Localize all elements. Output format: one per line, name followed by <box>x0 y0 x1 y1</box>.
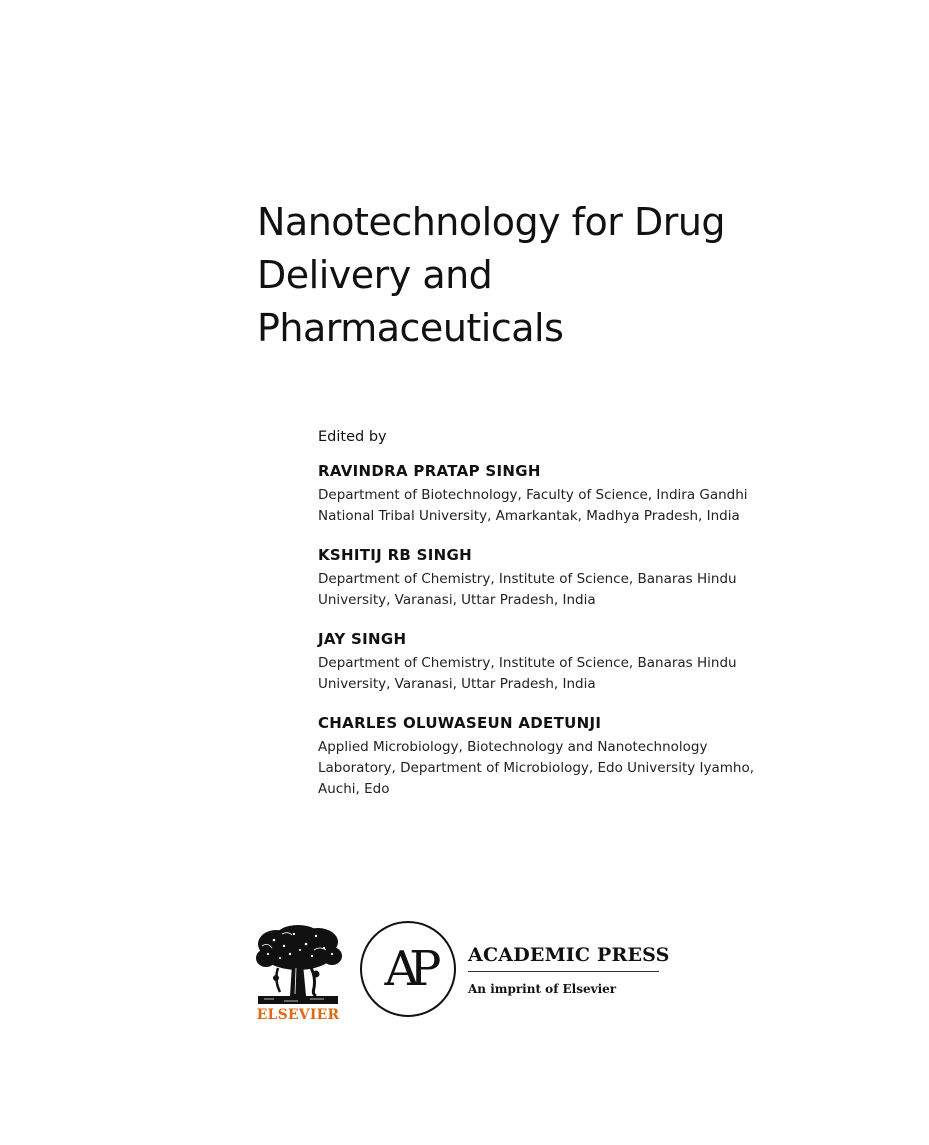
editor-name: RAVINDRA PRATAP SINGH <box>318 462 541 480</box>
publisher-imprint: An imprint of Elsevier <box>468 982 617 996</box>
editor-block <box>318 545 838 611</box>
affiliation-line: University, Varanasi, Uttar Pradesh, India <box>318 676 596 692</box>
book-title-line-2: Delivery and <box>257 253 493 297</box>
editor-affiliation <box>318 653 838 695</box>
editor-affiliation <box>318 569 838 611</box>
publisher-name: ACADEMIC PRESS <box>468 944 659 972</box>
affiliation-line: Laboratory, Department of Microbiology, Edo University Iyamho, <box>318 760 755 776</box>
editor-affiliation <box>318 485 838 527</box>
editor-block <box>318 713 838 800</box>
editor-name: CHARLES OLUWASEUN ADETUNJI <box>318 714 602 732</box>
book-title <box>257 196 817 355</box>
editor-affiliation <box>318 737 838 800</box>
affiliation-line: Applied Microbiology, Biotechnology and Nanotechnology <box>318 739 708 755</box>
edited-by-label: Edited by <box>318 429 387 445</box>
affiliation-line: National Tribal University, Amarkantak, Madhya Pradesh, India <box>318 508 740 524</box>
elsevier-logo <box>254 924 342 1026</box>
book-title-line-3: Pharmaceuticals <box>257 306 564 350</box>
ap-monogram-icon <box>358 919 458 1019</box>
editor-name: KSHITIJ RB SINGH <box>318 546 472 564</box>
ap-monogram-text: AP <box>384 941 432 997</box>
book-title-line-1: Nanotechnology for Drug <box>257 200 726 244</box>
elsevier-tree-icon <box>254 924 342 1006</box>
elsevier-wordmark: ELSEVIER <box>256 1007 340 1023</box>
affiliation-line: Department of Chemistry, Institute of Science, Banaras Hindu <box>318 571 737 587</box>
editor-block <box>318 629 838 695</box>
affiliation-line: Auchi, Edo <box>318 781 390 797</box>
affiliation-line: University, Varanasi, Uttar Pradesh, India <box>318 592 596 608</box>
academic-press-logo <box>358 919 458 1019</box>
editor-name: JAY SINGH <box>318 630 407 648</box>
affiliation-line: Department of Chemistry, Institute of Science, Banaras Hindu <box>318 655 737 671</box>
academic-press-text <box>468 944 668 997</box>
editor-block <box>318 461 838 527</box>
affiliation-line: Department of Biotechnology, Faculty of Science, Indira Gandhi <box>318 487 748 503</box>
